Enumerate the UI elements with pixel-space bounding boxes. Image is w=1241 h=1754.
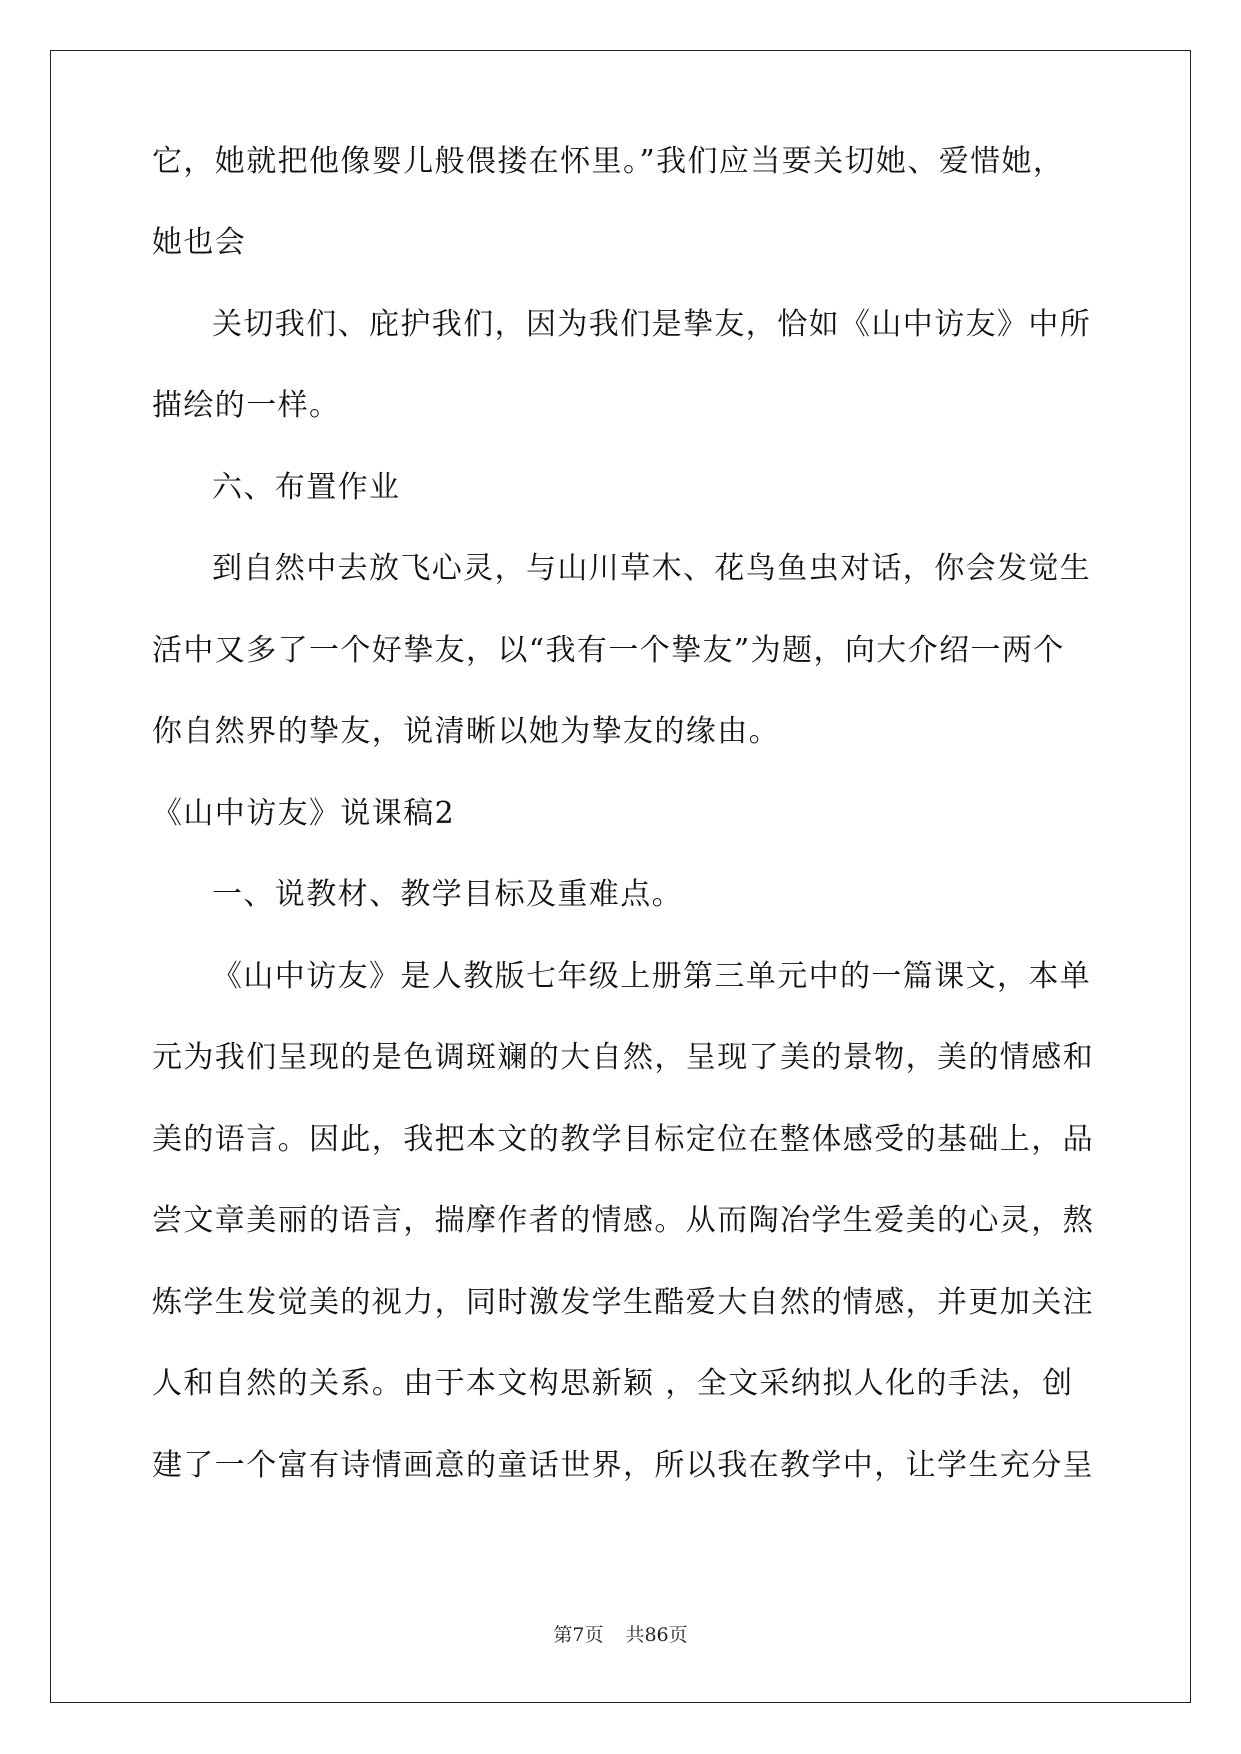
page-number: 第7页 — [553, 1624, 604, 1646]
page-footer — [0, 1620, 1241, 1647]
text-line: 美的语言。因此，我把本文的教学目标定位在整体感受的基础上，品 — [152, 1122, 1094, 1157]
text-line: 元为我们呈现的是色调斑斓的大自然，呈现了美的景物，美的情感和 — [152, 1040, 1094, 1075]
text-line: 它，她就把他像婴儿般偎搂在怀里。”我们应当要关切她、爱惜她， — [152, 144, 1065, 179]
text-line: 关切我们、庇护我们，因为我们是挚友，恰如《山中访友》中所 — [212, 307, 1092, 342]
text-line: 到自然中去放飞心灵，与山川草木、花鸟鱼虫对话，你会发觉生 — [212, 551, 1092, 586]
text-line: 《山中访友》是人教版七年级上册第三单元中的一篇课文，本单 — [212, 959, 1092, 994]
section-heading: 一、说教材、教学目标及重难点。 — [212, 877, 683, 912]
text-line: 人和自然的关系。由于本文构思新颖 ，全文采纳拟人化的手法，创 — [152, 1366, 1074, 1401]
document-title: 《山中访友》说课稿2 — [152, 796, 456, 831]
text-line: 建了一个富有诗情画意的童话世界，所以我在教学中，让学生充分呈 — [152, 1448, 1094, 1483]
section-heading: 六、布置作业 — [212, 470, 401, 505]
text-line: 她也会 — [152, 225, 247, 260]
text-line: 描绘的一样。 — [152, 388, 341, 423]
text-line: 炼学生发觉美的视力，同时激发学生酷爱大自然的情感，并更加关注 — [152, 1285, 1094, 1320]
text-line: 你自然界的挚友，说清晰以她为挚友的缘由。 — [152, 714, 780, 749]
page-total: 共86页 — [625, 1624, 688, 1646]
text-line: 活中又多了一个好挚友，以“我有一个挚友”为题，向大介绍一两个 — [152, 633, 1065, 668]
text-line: 尝文章美丽的语言，揣摩作者的情感。从而陶冶学生爱美的心灵，熬 — [152, 1203, 1094, 1238]
